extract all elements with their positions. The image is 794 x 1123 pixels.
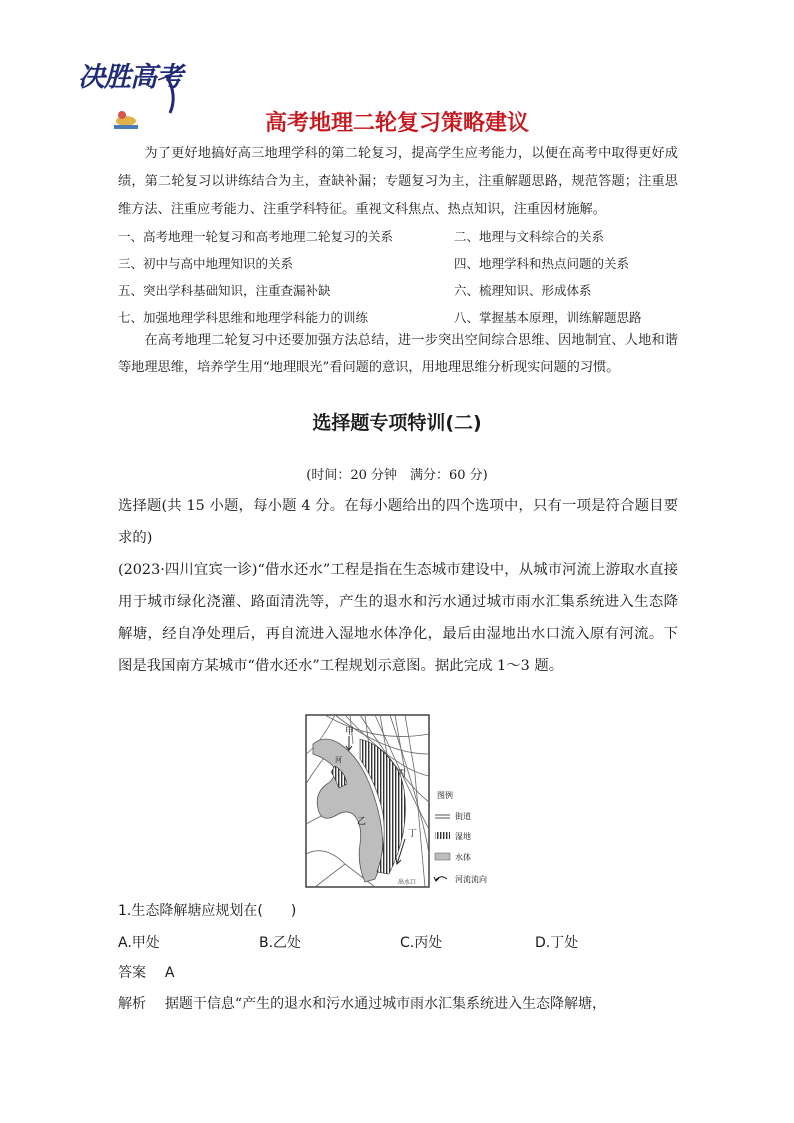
analysis-text: 据题干信息“产生的退水和污水通过城市雨水汇集系统进入生态降解塘，	[164, 996, 607, 1012]
intro-paragraph: 为了更好地搞好高三地理学科的第二轮复习，提高学生应考能力，以便在高考中取得更好成绩，第二轮复习以讲练结合为主，查缺补漏；专题复习为主，注重解题思路，规范答题；注重思维方法、注重应考能力、注重学科特征。重视文科焦点、热点知识，注重因材施解。	[118, 146, 678, 217]
relation-item: 六、梳理知识、形成体系	[454, 282, 592, 298]
question-1-options	[118, 932, 578, 952]
page-title: 高考地理二轮复习策略建议	[264, 111, 529, 136]
answer-value: A	[164, 965, 175, 981]
relations-list	[118, 222, 688, 330]
relation-item: 七、加强地理学科思维和地理学科能力的训练	[118, 309, 369, 325]
instructions: 选择题(共 15 小题，每小题 4 分。在每小题给出的四个选项中，只有一项是符合题目要求的)	[118, 498, 678, 546]
legend-item: 水体	[455, 853, 471, 862]
intro2-paragraph: 在高考地理二轮复习中还要加强方法总结，进一步突出空间综合思维、因地制宜、人地和谐等地理思维，培养学生用“地理眼光”看问题的意识，用地理思维分析现实问题的习惯。	[118, 333, 678, 375]
option-a[interactable]: A.甲处	[118, 935, 160, 951]
question-block	[118, 490, 678, 682]
section-title: 选择题专项特训(二)	[312, 412, 482, 434]
relation-item: 五、突出学科基础知识，注重查漏补缺	[118, 282, 331, 298]
relations-row	[118, 303, 688, 330]
analysis-label: 解析	[118, 996, 146, 1012]
relation-item: 二、地理与文科综合的关系	[454, 228, 605, 244]
label-yi: 乙	[357, 817, 367, 827]
relation-item: 八、掌握基本原理，训练解题思路	[454, 309, 642, 325]
option-c[interactable]: C.丙处	[400, 935, 443, 951]
option-d[interactable]: D.丁处	[535, 935, 579, 951]
legend-item: 湿地	[455, 832, 471, 841]
relation-item: 四、地理学科和热点问题的关系	[454, 255, 630, 271]
relations-row	[118, 276, 688, 303]
label-jia: 甲	[345, 727, 355, 737]
legend-title: 图例	[437, 791, 453, 800]
project-map	[305, 714, 495, 892]
answer-label: 答案	[118, 965, 146, 981]
label-outlet: 出水口	[398, 879, 417, 886]
passage: (2023·四川宜宾一诊)“借水还水”工程是指在生态城市建设中，从城市河流上游取水直接用于城市绿化浇灌、路面清洗等，产生的退水和污水通过城市雨水汇集系统进入生态降解塘，经自净处理后，再自流进入湿地水体净化，最后由湿地出水口流入原有河流。下图是我国南方某城市“借水还水”工程规划示意图。据此完成 1～3 题。	[118, 562, 678, 674]
relation-item: 一、高考地理一轮复习和高考地理二轮复习的关系	[118, 228, 394, 244]
analysis	[118, 993, 678, 1013]
legend-item: 河流流向	[455, 875, 487, 884]
relations-row	[118, 249, 688, 276]
legend-water-swatch	[435, 853, 450, 860]
label-he: 河	[335, 756, 342, 764]
answer	[118, 962, 174, 982]
legend-item: 街道	[455, 812, 471, 821]
relation-item: 三、初中与高中地理知识的关系	[118, 255, 294, 271]
label-ding: 丁	[408, 829, 418, 839]
question-1-stem: 1.生态降解塘应规划在( )	[118, 903, 297, 919]
time-limit: (时间：20 分钟 满分：60 分)	[306, 468, 488, 483]
option-b[interactable]: B.乙处	[259, 935, 302, 951]
label-bing: 丙	[397, 769, 407, 779]
relations-row	[118, 222, 688, 249]
legend-wetland-swatch	[435, 832, 450, 839]
logo-text: 决胜高考	[78, 62, 182, 93]
